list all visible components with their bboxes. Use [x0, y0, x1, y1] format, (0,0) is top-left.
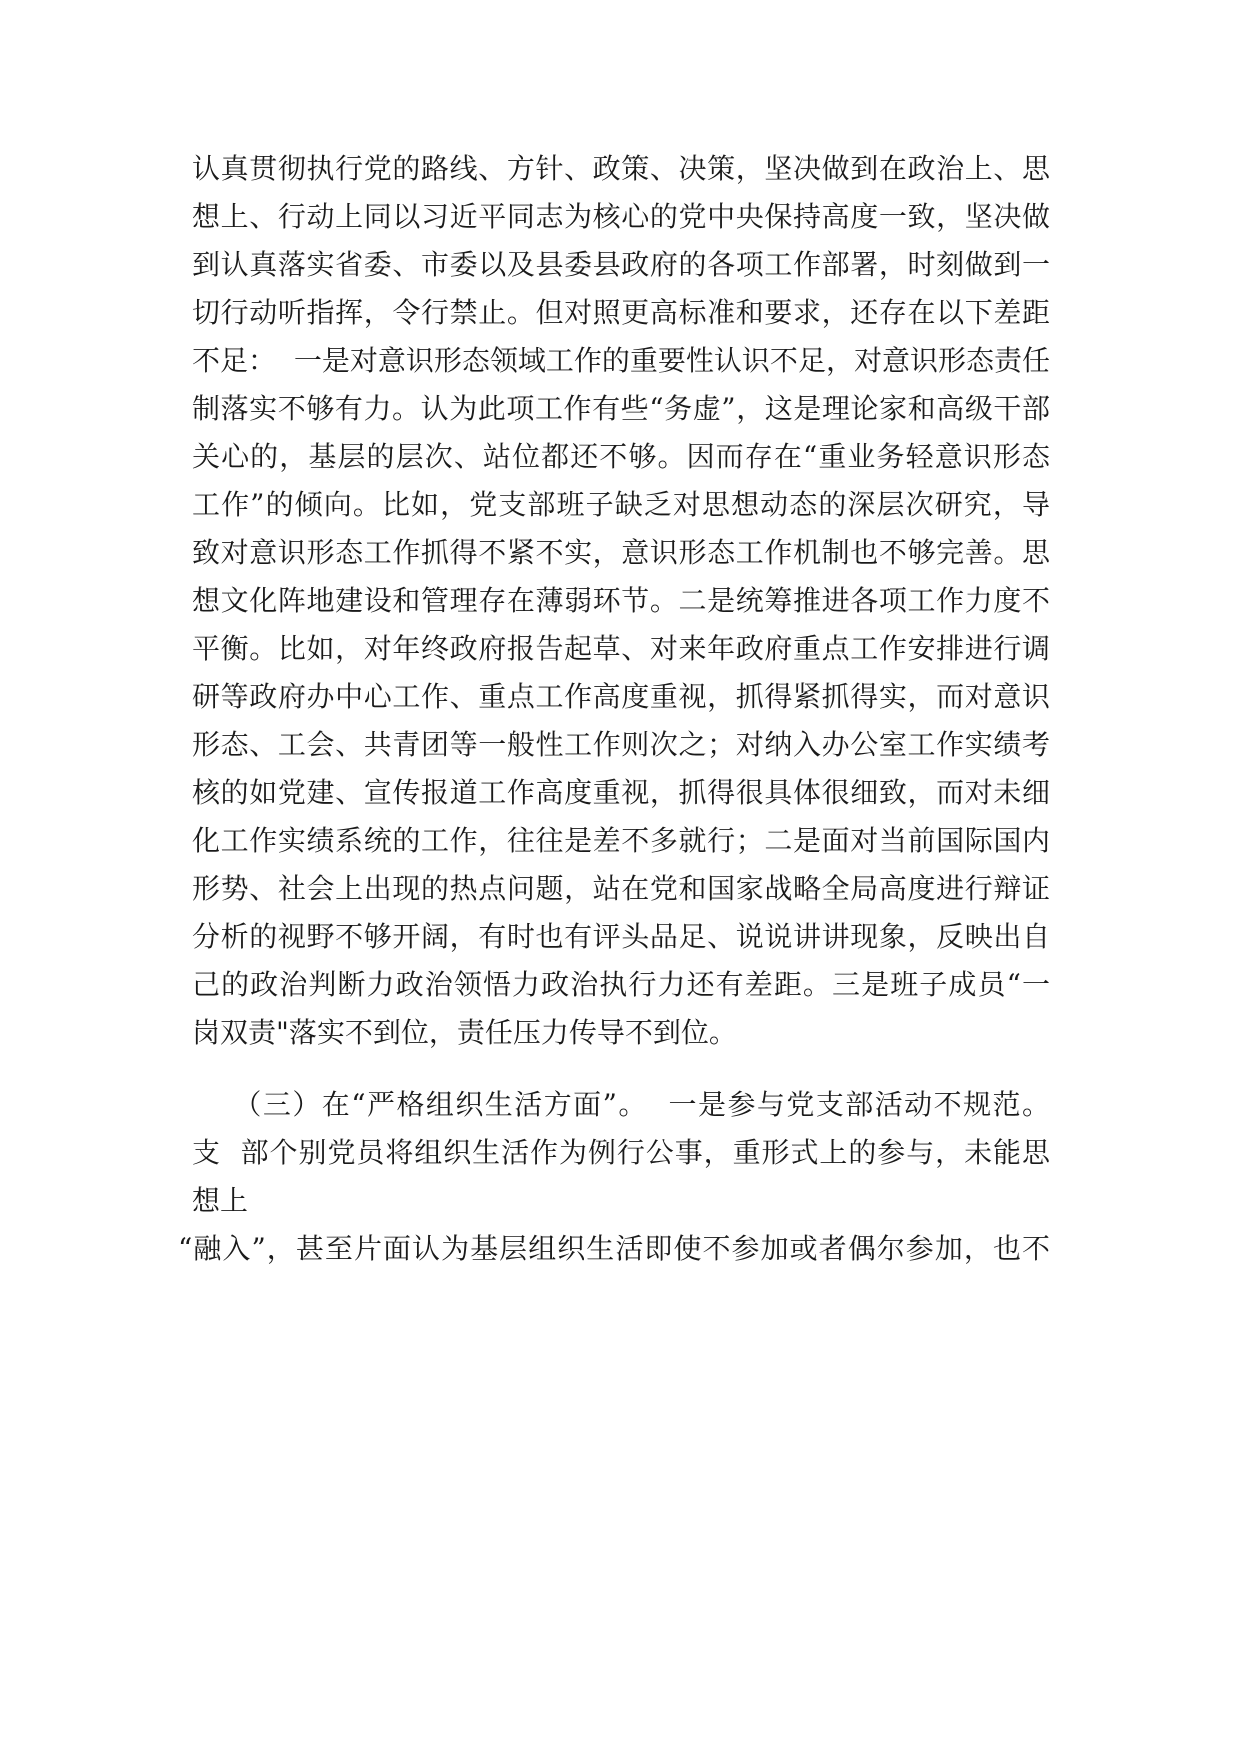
paragraph-2-line-1: （三）在“严格组织生活方面”。 一是参与党支部活动不规范。	[192, 1088, 1050, 1121]
paragraph-1-line-1: 认真贯彻执行党的路线、方针、政策、决策，坚决做到在政治上、思	[192, 152, 1050, 185]
paragraph-1-line-9: 致对意识形态工作抓得不紧不实，意识形态工作机制也不够完善。思	[192, 536, 1050, 569]
paragraph-1-line-17: 分析的视野不够开阔，有时也有评头品足、说说讲讲现象，反映出自	[192, 920, 1050, 953]
paragraph-1-line-4: 切行动听指挥，令行禁止。但对照更高标准和要求，还存在以下差距	[192, 296, 1050, 329]
paragraph-1-line-19: 岗双责"落实不到位，责任压力传导不到位。	[192, 1016, 737, 1049]
paragraph-1-line-10: 想文化阵地建设和管理存在薄弱环节。二是统筹推进各项工作力度不	[192, 584, 1050, 617]
paragraph-1-line-18: 己的政治判断力政治领悟力政治执行力还有差距。三是班子成员“一	[192, 968, 1050, 1001]
paragraph-2-line-2: 支 部个别党员将组织生活作为例行公事，重形式上的参与，未能思	[192, 1136, 1050, 1169]
paragraph-1-line-2: 想上、行动上同以习近平同志为核心的党中央保持高度一致，坚决做	[192, 200, 1050, 233]
paragraph-1-line-15: 化工作实绩系统的工作，往往是差不多就行；二是面对当前国际国内	[192, 824, 1050, 857]
paragraph-1-line-5: 不足： 一是对意识形态领域工作的重要性认识不足，对意识形态责任	[192, 344, 1050, 377]
paragraph-1-line-8: 工作”的倾向。比如，党支部班子缺乏对思想动态的深层次研究，导	[192, 488, 1050, 521]
paragraph-1-line-7: 关心的，基层的层次、站位都还不够。因而存在“重业务轻意识形态	[192, 440, 1050, 473]
paragraph-1-line-11: 平衡。比如，对年终政府报告起草、对来年政府重点工作安排进行调	[192, 632, 1050, 665]
paragraph-2-line-4: “融入”，甚至片面认为基层组织生活即使不参加或者偶尔参加，也不	[178, 1232, 1050, 1265]
paragraph-1-line-16: 形势、社会上出现的热点问题，站在党和国家战略全局高度进行辩证	[192, 872, 1050, 905]
paragraph-2-line-3: 想上	[192, 1184, 249, 1217]
paragraph-1-line-6: 制落实不够有力。认为此项工作有些“务虚”，这是理论家和高级干部	[192, 392, 1050, 425]
paragraph-1-line-3: 到认真落实省委、市委以及县委县政府的各项工作部署，时刻做到一	[192, 248, 1050, 281]
paragraph-1-line-12: 研等政府办中心工作、重点工作高度重视，抓得紧抓得实，而对意识	[192, 680, 1050, 713]
paragraph-1-line-14: 核的如党建、宣传报道工作高度重视，抓得很具体很细致，而对未细	[192, 776, 1050, 809]
paragraph-1-line-13: 形态、工会、共青团等一般性工作则次之；对纳入办公室工作实绩考	[192, 728, 1050, 761]
